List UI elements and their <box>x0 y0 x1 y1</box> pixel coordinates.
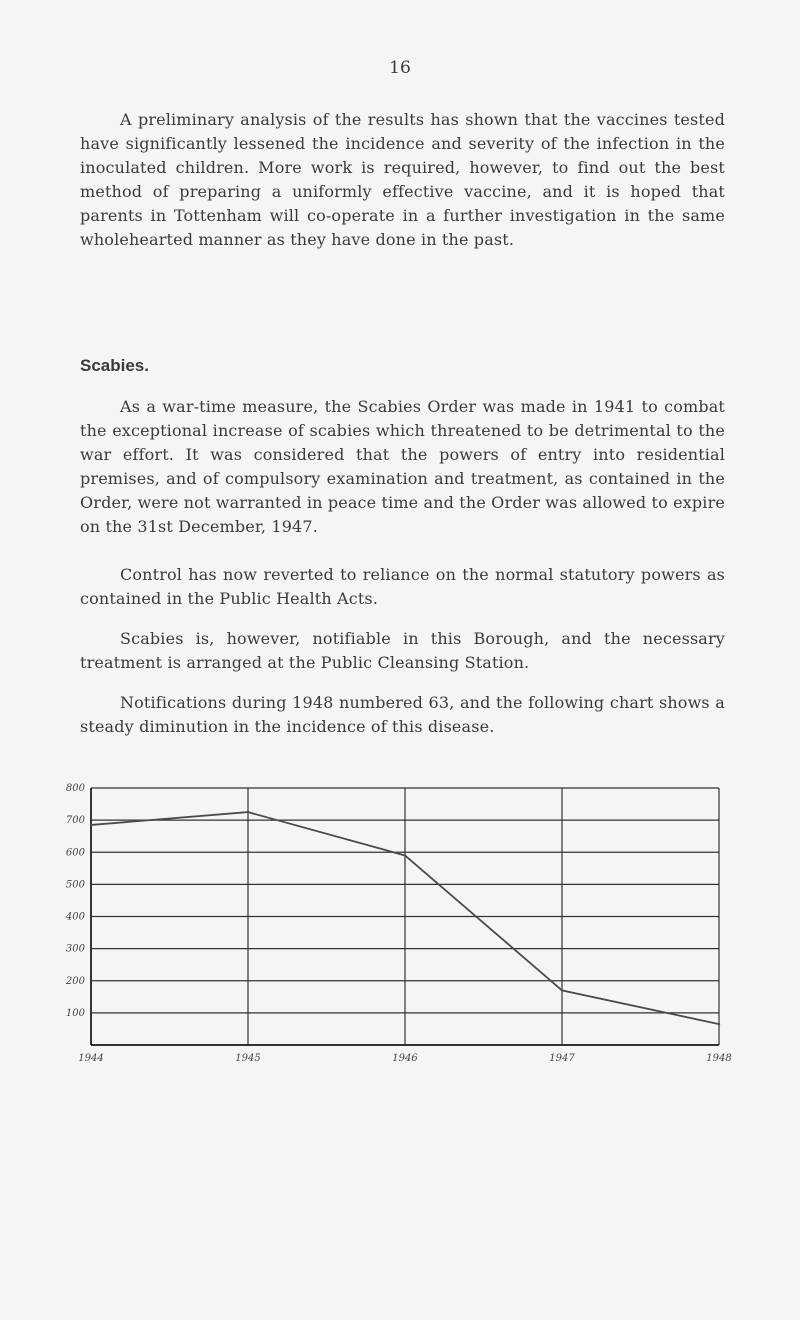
x-tick-label: 1947 <box>549 1053 575 1064</box>
paragraph-vaccine-analysis: A preliminary analysis of the results has shown that the vaccines tested have significantly lessened the incidence and severity of the infection in the inoculated children. More work is required, however, to find out the best method of preparing a uniformly effective vaccine, and it is hoped that parents in Tottenham will co-operate in a further investigation in the same wholehearted manner as they have done in the past. <box>80 110 725 249</box>
y-tick-label: 100 <box>65 1007 85 1019</box>
data-point <box>561 989 563 991</box>
section-heading-scabies: Scabies. <box>80 356 149 375</box>
y-tick-label: 600 <box>65 847 85 859</box>
y-tick-label: 300 <box>65 943 85 955</box>
y-tick-label: 800 <box>65 783 85 794</box>
y-tick-label: 400 <box>65 911 85 923</box>
data-point <box>90 824 92 826</box>
x-tick-label: 1948 <box>706 1053 732 1064</box>
data-point <box>247 811 249 813</box>
paragraph-scabies-order: As a war-time measure, the Scabies Order was made in 1941 to combat the exceptional increase of scabies which threatened to be detrimental to the war effort. It was considered that the powers of entry into residential premises, and of compulsory examination and treatment, as contained in the Order, were not warranted in peace time and the Order was allowed to expire on the 31st December, 1947. <box>80 397 725 536</box>
paragraph-notifications-1948: Notifications during 1948 numbered 63, and the following chart shows a steady diminution in the incidence of this disease. <box>80 693 725 736</box>
data-point <box>718 1023 720 1025</box>
x-tick-label: 1946 <box>392 1053 418 1064</box>
y-tick-label: 200 <box>65 975 85 987</box>
y-tick-label: 500 <box>65 879 85 891</box>
y-tick-label: 700 <box>65 815 85 827</box>
page-number: 16 <box>389 58 411 78</box>
scabies-line-chart <box>40 770 760 1070</box>
paragraph-notifiable: Scabies is, however, notifiable in this Borough, and the necessary treatment is arranged at the Public Cleansing Station. <box>80 629 725 672</box>
paragraph-control-reverted: Control has now reverted to reliance on the normal statutory powers as contained in the Public Health Acts. <box>80 565 725 608</box>
data-point <box>404 854 406 856</box>
x-tick-label: 1944 <box>78 1053 104 1064</box>
x-tick-label: 1945 <box>235 1053 261 1064</box>
